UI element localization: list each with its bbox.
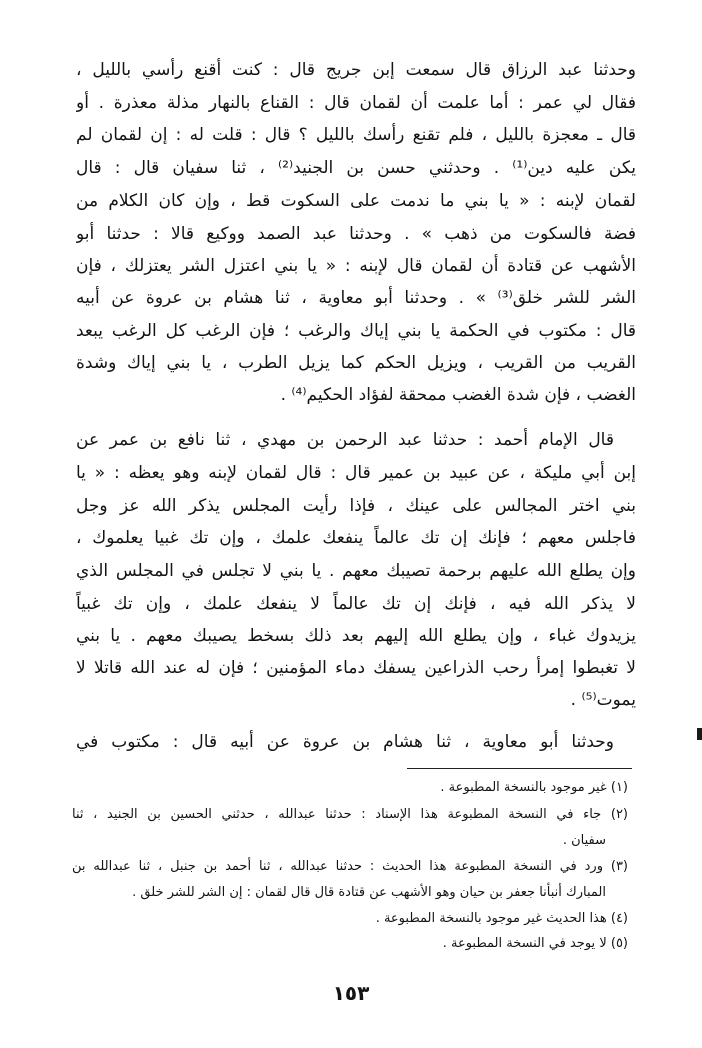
page-number: ١٥٣ bbox=[332, 981, 370, 1005]
body-text-line: بني اختر المجالس على عينك ، فإذا رأيت المجلس يذكر الله عز وجل bbox=[76, 496, 636, 516]
footnote-line: (١) غير موجود بالنسخة المطبوعة . bbox=[440, 780, 628, 795]
body-text-line: لا تغبطوا إمرأ رحب الذراعين يسفك دماء المؤمنين ؛ فإن له عند الله قاتلا لا bbox=[76, 658, 636, 678]
body-text-line: قال : مكتوب في الحكمة يا بني إياك والرغب ؛ فإن الرغب كل الرغب يبعد bbox=[76, 321, 636, 341]
body-text-line: القريب من القريب ، ويزيل الحكم كما يزيل الطرب ، يا بني إياك وشدة bbox=[76, 353, 636, 373]
body-text-line: الشر للشر خلق⁽³⁾ » . وحدثنا أبو معاوية ، ثنا هشام بن عروة عن أبيه bbox=[76, 288, 636, 308]
footnote-line: (٢) جاء في النسخة المطبوعة هذا الإسناد : حدثنا عبدالله ، حدثني الحسين بن الجنيد ، ثنا bbox=[72, 807, 628, 822]
body-text-line: إبن أبي مليكة ، عن عبيد بن عمير قال : قال لقمان لإبنه وهو يعظه : « يا bbox=[76, 463, 636, 483]
body-text-line: فقال لي عمر : أما علمت أن لقمان قال : القناع بالنهار مذلة معذرة . أو bbox=[76, 93, 636, 113]
body-text-line: قال الإمام أحمد : حدثنا عبد الرحمن بن مهدي ، ثنا نافع بن عمر عن bbox=[76, 430, 614, 450]
body-text-line: يزيدوك غباء ، وإن يطلع الله إليهم بعد ذلك بسخط يصيبك معهم . يا بني bbox=[76, 626, 636, 646]
body-text-line: وحدثنا عبد الرزاق قال سمعت إبن جريج قال : كنت أقنع رأسي بالليل ، bbox=[76, 60, 636, 80]
body-text-line: لقمان لإبنه : « يا بني ما ندمت على السكوت قط ، وإن كان الكلام من bbox=[76, 191, 636, 211]
footnote-line: (٤) هذا الحديث غير موجود بالنسخة المطبوعة . bbox=[375, 911, 628, 926]
footnote-separator bbox=[407, 768, 632, 769]
body-text-line: يكن عليه دين⁽¹⁾ . وحدثني حسن بن الجنيد⁽²⁾ ، ثنا سفيان قال : قال bbox=[76, 158, 636, 178]
footnote-line: (٥) لا يوجد في النسخة المطبوعة . bbox=[442, 936, 628, 951]
footnote-line: سفيان . bbox=[562, 833, 606, 848]
body-text-line: فضة فالسكوت من ذهب » . وحدثنا عبد الصمد ووكيع قالا : حدثنا أبو bbox=[76, 224, 636, 244]
body-text-line: لا يذكر الله فيه ، فإنك إن تك عالماً لا ينفعك علمك ، وإن تك غبياً bbox=[76, 594, 636, 614]
footnote-line: (٣) ورد في النسخة المطبوعة هذا الحديث : حدثنا عبدالله ، ثنا أحمد بن جنبل ، ثنا عبدالله بن bbox=[72, 859, 628, 874]
body-text-line: الغضب ، فإن شدة الغضب ممحقة لفؤاد الحكيم⁽⁴⁾ . bbox=[280, 385, 636, 405]
body-text-line: وحدثنا أبو معاوية ، ثنا هشام بن عروة عن أبيه قال : مكتوب في bbox=[76, 732, 614, 752]
body-text-line: وإن يطلع الله عليهم برحمة تصيبك معهم . يا بني لا تجلس في المجلس الذي bbox=[76, 561, 636, 581]
body-text-line: يموت⁽⁵⁾ . bbox=[570, 690, 636, 710]
footnote-line: المبارك أنبأنا جعفر بن حيان وهو الأشهب عن قتادة قال قال لقمان : إن الشر للشر خلق . bbox=[132, 885, 606, 900]
page-edge-mark bbox=[697, 728, 702, 740]
body-text-line: الأشهب عن قتادة أن لقمان قال لإبنه : « يا بني اعتزل الشر يعتزلك ، فإن bbox=[76, 256, 636, 276]
body-text-line: فاجلس معهم ؛ فإنك إن تك عالماً ينفعك علمك ، وإن تك غبيا يعلموك ، bbox=[76, 528, 636, 548]
body-text-line: قال ـ معجزة بالليل ، فلم تقنع رأسك بالليل ؟ قال : قلت له : إن لقمان لم bbox=[76, 125, 636, 145]
